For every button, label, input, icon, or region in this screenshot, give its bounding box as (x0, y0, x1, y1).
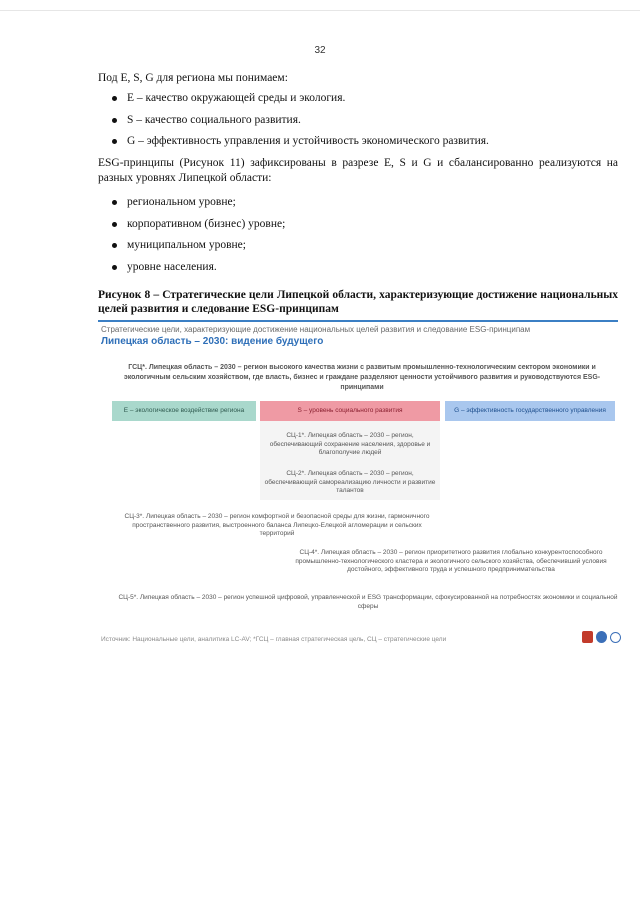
bullet-icon (112, 96, 117, 101)
page-number: 32 (314, 45, 326, 56)
figure-caption: Рисунок 8 – Стратегические цели Липецкой области, характеризующие достижение национальных целей развития и следование ESG-принципам (98, 289, 618, 315)
esg-s-box: S – уровень социального развития (260, 401, 440, 421)
bullet-icon (112, 243, 117, 248)
organization-logo-icon (596, 631, 607, 643)
list-item (98, 217, 618, 239)
strategic-goal-1: СЦ-1*. Липецкая область – 2030 – регион, обеспечивающий сохранение населения, здоровье и благополучие людей (269, 432, 431, 456)
bullet-icon (112, 139, 117, 144)
strategic-goal-4: СЦ-4*. Липецкая область – 2030 – регион приоритетного развития глобально конкурентоспособного промышленно-технологического кластера и экологичного сельского хозяйства, обеспечивший условия достойного, эффективного труда и успешного предпринимательства (295, 549, 607, 573)
list-item (98, 91, 618, 113)
figure-source: Источник: Национальные цели, аналитика LC-AV; *ГСЦ – главная стратегическая цель, СЦ – стратегические цели (101, 636, 447, 643)
bullet-text: региональном уровне; (127, 196, 236, 208)
list-item (98, 134, 618, 156)
strategic-goal-2: СЦ-2*. Липецкая область – 2030 – регион, обеспечивающий самореализацию личности и развитие талантов (264, 470, 436, 494)
figure-top-rule (98, 320, 618, 322)
figure-subtitle: Стратегические цели, характеризующие достижение национальных целей развития и следование ESG-принципам (101, 325, 531, 334)
list-item (98, 260, 618, 282)
bullet-text: E – качество окружающей среды и экология. (127, 92, 346, 104)
strategic-goal-3: СЦ-3*. Липецкая область – 2030 – регион комфортной и безопасной среды для жизни, гармоничного пространственного развития, выстроенного баланса Липецко-Елецкой агломерации и сельских территорий (124, 513, 430, 537)
bullet-icon (112, 265, 117, 270)
region-emblem-icon (582, 631, 593, 643)
bullet-text: S – качество социального развития. (127, 113, 301, 126)
bullet-text: корпоративном (бизнес) уровне; (127, 217, 286, 230)
figure-title: Липецкая область – 2030: видение будущего (101, 336, 324, 347)
esg-g-box: G – эффективность государственного управления (445, 401, 615, 421)
bullet-text: G – эффективность управления и устойчивость экономического развития. (127, 135, 489, 147)
strategic-goal-5: СЦ-5*. Липецкая область – 2030 – регион успешной цифровой, управленческой и ESG трансформации, сфокусированной на потребностях экономики и социальной сферы (118, 594, 618, 610)
list-item (98, 195, 618, 217)
list-item (98, 238, 618, 260)
page-top-rule (0, 10, 640, 11)
bullet-icon (112, 222, 117, 227)
main-strategic-goal: ГСЦ*. Липецкая область – 2030 – регион высокого качества жизни с развитым промышленно-технологическим сектором экономики и экологичным сельским хозяйством, где власть, бизнес и граждане разделяют ценности устойчивого развития и руководствуются ESG-принципами (123, 364, 601, 391)
esg-e-box: E – экологическое воздействие региона (112, 401, 256, 421)
list-item (98, 113, 618, 135)
esg-principles-paragraph: ESG-принципы (Рисунок 11) зафиксированы в разрезе E, S и G и сбалансированно реализуются на разных уровнях Липецкой области: (98, 157, 618, 184)
bullet-icon (112, 118, 117, 123)
bullet-icon (112, 200, 117, 205)
levels-bullet-list (98, 195, 618, 281)
bullet-text: муниципальном уровне; (127, 239, 246, 251)
bullet-text: уровне населения. (127, 260, 217, 273)
intro-paragraph: Под E, S, G для региона мы понимаем: (98, 72, 288, 84)
ring-logo-icon (610, 632, 621, 643)
logo-group (582, 630, 621, 644)
esg-bullet-list (98, 91, 618, 156)
